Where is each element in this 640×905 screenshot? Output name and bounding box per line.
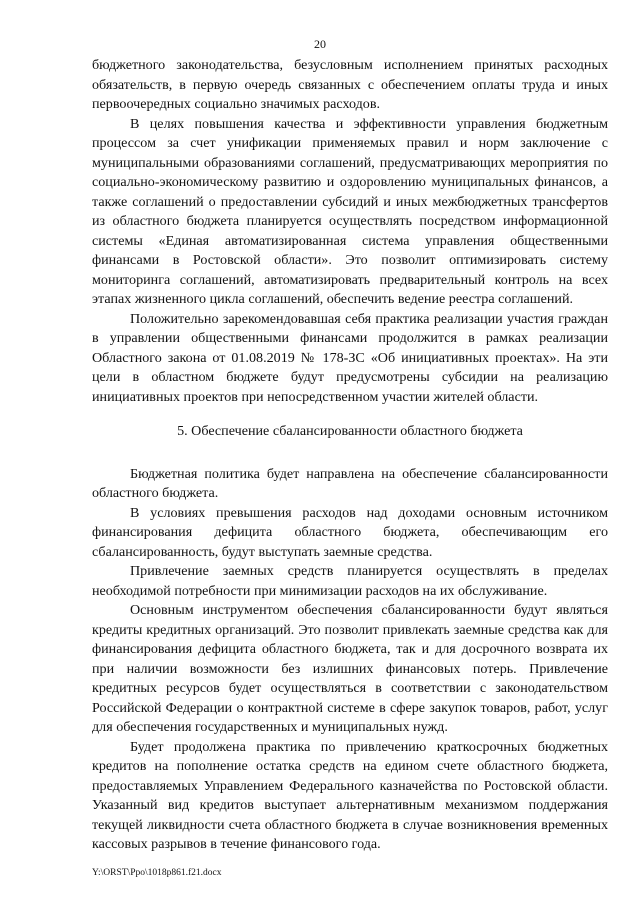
document-body <box>92 56 608 855</box>
paragraph: Бюджетная политика будет направлена на обеспечение сбалансированности областного бюджета. <box>92 465 608 501</box>
paragraph: Будет продолжена практика по привлечению краткосрочных бюджетных кредитов на пополнение остатка средств на едином счете областного бюджета, предоставляемых Управлением Федерального казначейства по Ростовской области. Указанный вид кредитов выступает альтернативным механизмом поддержания текущей ликвидности счета областного бюджета в случае возникновения временных кассовых разрывов в течение финансового года. <box>92 738 608 852</box>
section-heading: 5. Обеспечение сбалансированности областного бюджета <box>177 423 523 439</box>
paragraph: Привлечение заемных средств планируется осуществлять в пределах необходимой потребности при минимизации расходов на их обслуживание. <box>92 563 608 599</box>
paragraph: Основным инструментом обеспечения сбалансированности будут являться кредиты кредитных организаций. Это позволит привлекать заемные средства как для финансирования дефицита областного бюджета, так и для досрочного возврата их при наличии возможности без излишних финансовых потерь. Привлечение кредитных ресурсов будет осуществляться в соответствии с законодательством Российской Федерации о контрактной системе в сфере закупок товаров, работ, услуг для обеспечения государственных и муниципальных нужд. <box>92 602 608 735</box>
paragraph: Положительно зарекомендовавшая себя практика реализации участия граждан в управлении общественными финансами продолжится в рамках реализации Областного закона от 01.08.2019 № 178-ЗС «Об инициативных проектах». На эти цели в областном бюджете будут предусмотрены субсидии на реализацию инициативных проектов при непосредственном участии жителей области. <box>92 310 608 405</box>
paragraph: В целях повышения качества и эффективности управления бюджетным процессом за счет унификации применяемых правил и норм заключение с муниципальными образованиями соглашений, предусматривающих мероприятия по социально-экономическому развитию и оздоровлению муниципальных финансов, а также соглашений о предоставлении субсидий и иных межбюджетных трансфертов из областного бюджета планируется осуществлять посредством информационной системы «Единая автоматизированная система управления общественными финансами в Ростовской области». Это позволит оптимизировать систему мониторинга соглашений, автоматизировать предварительный контроль на всех этапах жизненного цикла соглашений, обеспечить ведение реестра соглашений. <box>92 115 608 307</box>
paragraph: бюджетного законодательства, безусловным исполнением принятых расходных обязательств, в первую очередь связанных с обеспечением оплаты труда и иных первоочередных социально значимых расходов. <box>92 57 608 112</box>
page-number: 20 <box>314 37 326 51</box>
footer-file-path: Y:\ORST\Ppo\1018p861.f21.docx <box>92 868 222 878</box>
paragraph: В условиях превышения расходов над доходами основным источником финансирования дефицита областного бюджета, обеспечивающим его сбалансированность, будут выступать заемные средства. <box>92 504 608 560</box>
